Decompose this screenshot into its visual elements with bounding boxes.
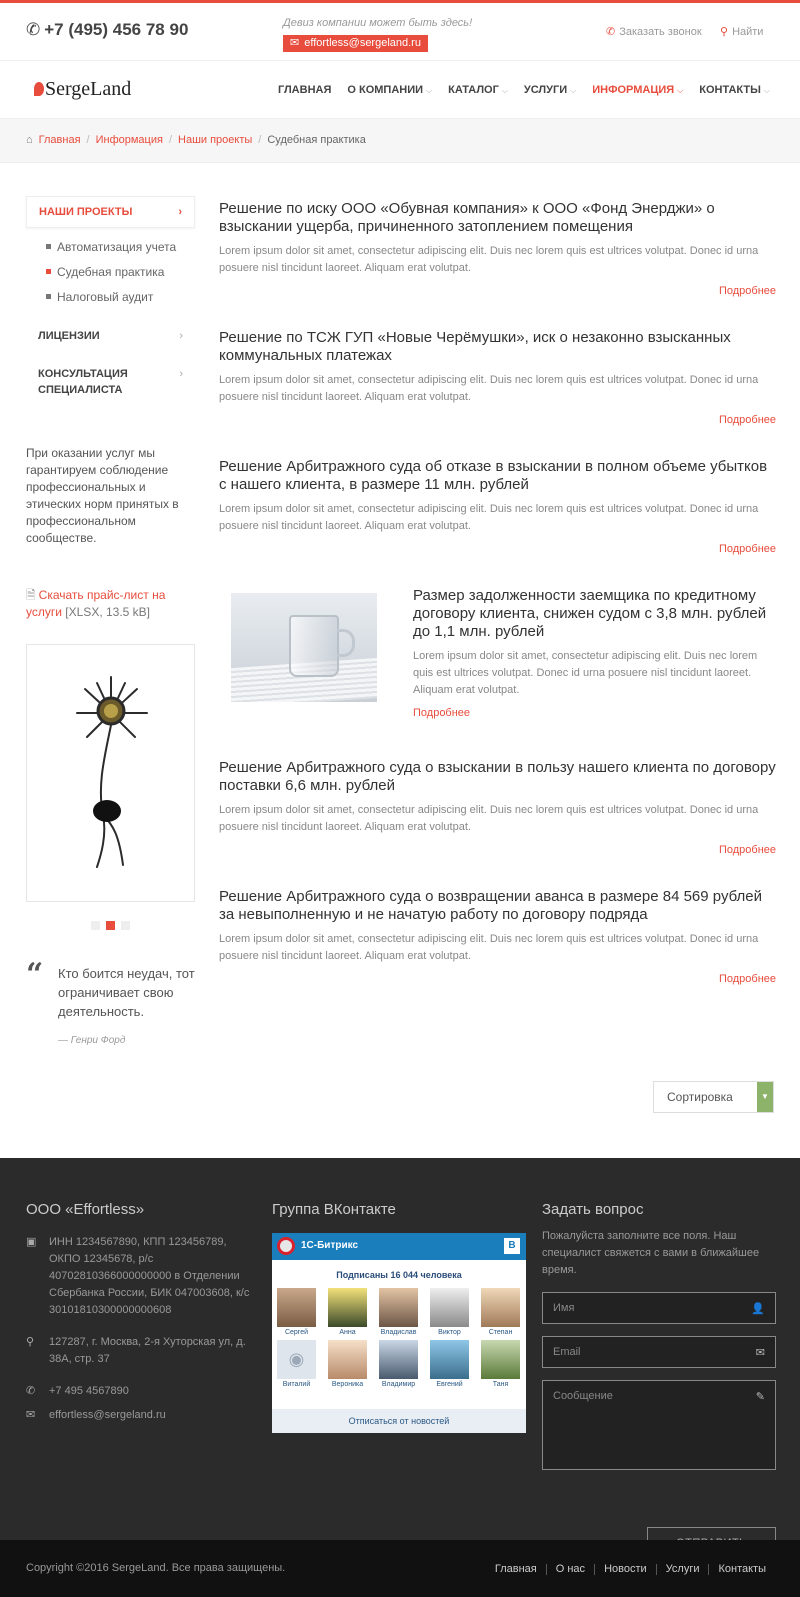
flower-lamp-image bbox=[27, 645, 194, 901]
article-title[interactable]: Размер задолженности заемщика по кредитному договору клиента, снижен судом с 3,8 млн. рублей до 1,1 млн. рублей bbox=[413, 587, 767, 640]
vk-member-name: Владимир bbox=[381, 1381, 416, 1388]
read-more-link[interactable]: Подробнее bbox=[718, 973, 776, 985]
logo-mark-icon bbox=[34, 82, 44, 96]
chevron-right-icon: › bbox=[178, 206, 182, 218]
avatar bbox=[379, 1288, 418, 1327]
price-list-download bbox=[26, 587, 195, 621]
footer-company-title: ООО «Effortless» bbox=[26, 1201, 145, 1218]
article-title[interactable]: Решение Арбитражного суда о возвращении аванса в размере 84 569 рублей за невыполненную и не начатую работу по договору подряда bbox=[219, 888, 763, 923]
quote-block bbox=[26, 957, 195, 1046]
breadcrumb-info[interactable]: Информация bbox=[95, 134, 163, 146]
document-icon: 🗎 bbox=[26, 588, 36, 602]
sidebar-item-label: КОНСУЛЬТАЦИЯ СПЕЦИАЛИСТА bbox=[38, 368, 128, 396]
avatar bbox=[328, 1340, 367, 1379]
avatar bbox=[430, 1288, 469, 1327]
header-main bbox=[0, 61, 800, 119]
breadcrumb-current: Судебная практика bbox=[267, 134, 366, 146]
article-text: Lorem ipsum dolor sit amet, consectetur adipiscing elit. Duis nec lorem quis est ultrices volutpat. Donec id urna posuere nisl tincidunt laoreet. Aliquam erat volutpat. bbox=[219, 804, 759, 833]
vk-member[interactable] bbox=[277, 1288, 316, 1336]
read-more-link[interactable]: Подробнее bbox=[718, 543, 776, 555]
phone-icon: ✆ bbox=[606, 26, 616, 38]
chevron-right-icon: › bbox=[179, 368, 183, 380]
image-slider[interactable] bbox=[26, 644, 195, 902]
avatar bbox=[481, 1340, 520, 1379]
price-list-meta: [XLSX, 13.5 kB] bbox=[65, 605, 151, 619]
price-list-link[interactable]: Скачать прайс-лист на услуги bbox=[26, 588, 166, 619]
vk-widget bbox=[272, 1233, 526, 1433]
avatar bbox=[481, 1288, 520, 1327]
nav-item-info[interactable] bbox=[592, 84, 683, 96]
vk-member-name: Евгений bbox=[436, 1381, 463, 1388]
envelope-icon: ✉ bbox=[290, 37, 300, 49]
sidebar-item-projects[interactable] bbox=[26, 196, 195, 228]
article-title[interactable]: Решение по ТСЖ ГУП «Новые Черёмушки», иск о незаконно взысканных коммунальных платежах bbox=[219, 329, 731, 364]
chevron-down-icon: ⌵ bbox=[501, 86, 508, 95]
list-item bbox=[219, 888, 776, 985]
bottom-link-home[interactable]: Главная bbox=[494, 1563, 537, 1575]
article-text: Lorem ipsum dolor sit amet, consectetur adipiscing elit. Duis nec lorem quis est ultrices volutpat. Donec id urna posuere nisl tincidunt laoreet. Aliquam erat volutpat. bbox=[219, 374, 759, 403]
vk-group-name: 1С-Битрикс bbox=[301, 1240, 359, 1251]
sidebar-item-consultation[interactable] bbox=[26, 357, 195, 407]
vk-member-name: Степан bbox=[488, 1329, 513, 1336]
user-icon: 👤 bbox=[751, 1303, 765, 1315]
footer-requisites bbox=[26, 1234, 258, 1319]
sidebar-subitem-court-practice[interactable] bbox=[46, 263, 195, 288]
vk-subscribers: Подписаны 16 044 человека bbox=[336, 1270, 462, 1280]
quote-icon: “ bbox=[26, 957, 44, 992]
header-email-link[interactable] bbox=[283, 35, 428, 52]
slider-pagination bbox=[26, 921, 195, 930]
envelope-icon: ✉ bbox=[755, 1347, 765, 1359]
quote-text: Кто боится неудач, тот ограничивает свою деятельность. bbox=[58, 966, 195, 1019]
email-text: effortless@sergeland.ru bbox=[49, 1409, 166, 1421]
vk-unsubscribe-link[interactable]: Отписаться от новостей bbox=[272, 1409, 526, 1433]
bullet-icon bbox=[46, 294, 51, 299]
sidebar-subitem-label: Судебная практика bbox=[57, 265, 165, 279]
vk-logo-icon: B bbox=[504, 1238, 520, 1254]
bottom-link-about[interactable]: О нас bbox=[546, 1564, 594, 1575]
search-icon: ⚲ bbox=[720, 26, 729, 38]
read-more-link[interactable]: Подробнее bbox=[718, 844, 776, 856]
cup-handle-shape bbox=[337, 629, 355, 657]
vk-widget-header[interactable] bbox=[272, 1233, 526, 1260]
bottom-nav bbox=[486, 1564, 766, 1575]
vk-members-grid bbox=[277, 1288, 526, 1388]
phone-text: +7 495 4567890 bbox=[49, 1385, 129, 1397]
footer-question-intro: Пожалуйста заполните все поля. Наш специалист свяжется с вами в ближайшее время. bbox=[542, 1230, 760, 1276]
nav-item-about[interactable] bbox=[347, 84, 432, 96]
logo-text: SergeLand bbox=[45, 78, 132, 100]
vk-member-name: Виталий bbox=[282, 1381, 311, 1388]
map-marker-icon: ⚲ bbox=[26, 1336, 35, 1348]
nav-item-contacts[interactable] bbox=[699, 84, 770, 96]
vk-member[interactable] bbox=[379, 1288, 418, 1336]
nav-label: УСЛУГИ bbox=[523, 84, 568, 96]
vk-member-name: Вероника bbox=[331, 1381, 364, 1388]
breadcrumb bbox=[0, 119, 800, 163]
header-top bbox=[0, 3, 800, 61]
slider-dot[interactable] bbox=[121, 921, 130, 930]
article-thumbnail[interactable] bbox=[231, 593, 377, 702]
list-item bbox=[219, 329, 776, 426]
sidebar-item-label: ЛИЦЕНЗИИ bbox=[38, 330, 100, 342]
main-nav bbox=[278, 84, 770, 96]
footer-question-title: Задать вопрос bbox=[542, 1201, 644, 1218]
footer-email[interactable] bbox=[26, 1407, 258, 1424]
article-text: Lorem ipsum dolor sit amet, consectetur adipiscing elit. Duis nec lorem quis est ultrices volutpat. Donec id urna posuere nisl tincidunt laoreet. Aliquam erat volutpat. bbox=[219, 245, 759, 274]
vk-member[interactable] bbox=[328, 1340, 367, 1388]
read-more-link[interactable]: Подробнее bbox=[718, 414, 776, 426]
name-field[interactable] bbox=[542, 1292, 776, 1324]
home-icon[interactable]: ⌂ bbox=[26, 134, 33, 146]
nav-label: ИНФОРМАЦИЯ bbox=[592, 84, 675, 96]
chevron-down-icon: ⌵ bbox=[570, 86, 577, 95]
logo[interactable] bbox=[34, 78, 131, 101]
camera-icon: ◉ bbox=[277, 1340, 316, 1379]
footer-vk bbox=[272, 1201, 526, 1433]
read-more-link[interactable]: Подробнее bbox=[718, 285, 776, 297]
header-phone[interactable] bbox=[26, 20, 188, 40]
article-text: Lorem ipsum dolor sit amet, consectetur adipiscing elit. Duis nec lorem quis est ultrices volutpat. Donec id urna posuere nisl tincidunt laoreet. Aliquam erat volutpat. bbox=[413, 650, 758, 696]
email-text: effortless@sergeland.ru bbox=[304, 37, 421, 49]
sidebar bbox=[26, 196, 195, 1046]
breadcrumb-separator: / bbox=[258, 134, 262, 146]
bottom-bar bbox=[0, 1540, 800, 1597]
phone-number: +7 (495) 456 78 90 bbox=[44, 20, 189, 39]
bottom-link-services[interactable]: Услуги bbox=[656, 1564, 709, 1575]
sort-select[interactable] bbox=[653, 1081, 774, 1113]
bitrix-logo-icon bbox=[277, 1237, 295, 1255]
bullet-icon bbox=[46, 244, 51, 249]
sidebar-subitem-tax-audit[interactable] bbox=[46, 288, 195, 313]
vk-member-name: Виктор bbox=[438, 1329, 461, 1336]
sort-label: Сортировка bbox=[667, 1090, 733, 1104]
email-placeholder: Email bbox=[553, 1346, 581, 1358]
footer-question-form bbox=[542, 1201, 776, 1470]
vk-member-name: Сергей bbox=[284, 1329, 309, 1336]
vk-member-name: Таня bbox=[492, 1381, 509, 1388]
slider-dot-active[interactable] bbox=[106, 921, 115, 930]
article-title[interactable]: Решение по иску ООО «Обувная компания» к ООО «Фонд Энерджи» о взыскании ущерба, причиненного затоплением помещения bbox=[219, 200, 715, 235]
breadcrumb-separator: / bbox=[168, 134, 173, 146]
footer-vk-title: Группа ВКонтакте bbox=[272, 1201, 396, 1218]
vk-member[interactable] bbox=[430, 1340, 469, 1388]
sidebar-item-licenses[interactable] bbox=[26, 319, 195, 353]
chevron-right-icon: › bbox=[179, 330, 183, 342]
search-label: Найти bbox=[732, 26, 764, 38]
vk-member[interactable] bbox=[379, 1340, 418, 1388]
chevron-down-icon: ⌵ bbox=[677, 86, 684, 95]
nav-label: ГЛАВНАЯ bbox=[278, 84, 332, 96]
list-item bbox=[219, 458, 776, 555]
avatar bbox=[328, 1288, 367, 1327]
sidebar-item-label: НАШИ ПРОЕКТЫ bbox=[39, 206, 133, 218]
envelope-icon: ✉ bbox=[26, 1409, 36, 1421]
bullet-icon bbox=[46, 269, 51, 274]
company-motto: Девиз компании может быть здесь! bbox=[283, 17, 473, 29]
vk-member[interactable] bbox=[328, 1288, 367, 1336]
list-item bbox=[219, 200, 776, 297]
slider-dot[interactable] bbox=[91, 921, 100, 930]
bottom-link-news[interactable]: Новости bbox=[594, 1564, 656, 1575]
callback-label: Заказать звонок bbox=[619, 26, 702, 38]
callback-link[interactable] bbox=[606, 25, 702, 38]
breadcrumb-home[interactable]: Главная bbox=[38, 134, 81, 146]
read-more-link[interactable]: Подробнее bbox=[413, 707, 471, 719]
cup-shape bbox=[289, 615, 339, 677]
article-body bbox=[413, 587, 776, 719]
chevron-down-icon: ⌵ bbox=[426, 86, 433, 95]
vk-member[interactable] bbox=[277, 1340, 316, 1388]
avatar bbox=[277, 1288, 316, 1327]
article-text: Lorem ipsum dolor sit amet, consectetur adipiscing elit. Duis nec lorem quis est ultrices volutpat. Donec id urna posuere nisl tincidunt laoreet. Aliquam erat volutpat. bbox=[219, 503, 759, 532]
breadcrumb-projects[interactable]: Наши проекты bbox=[178, 134, 253, 146]
message-field[interactable] bbox=[542, 1380, 776, 1470]
nav-item-catalog[interactable] bbox=[448, 84, 508, 96]
footer-phone[interactable] bbox=[26, 1383, 258, 1400]
chevron-down-icon: ⌵ bbox=[763, 86, 770, 95]
vk-member-name: Анна bbox=[339, 1329, 356, 1336]
sidebar-subitem-label: Автоматизация учета bbox=[57, 240, 177, 254]
avatar bbox=[430, 1340, 469, 1379]
email-field[interactable] bbox=[542, 1336, 776, 1368]
article-text: Lorem ipsum dolor sit amet, consectetur adipiscing elit. Duis nec lorem quis est ultrices volutpat. Donec id urna posuere nisl tincidunt laoreet. Aliquam erat volutpat. bbox=[219, 933, 759, 962]
search-link[interactable] bbox=[720, 25, 763, 38]
sidebar-submenu bbox=[26, 228, 195, 319]
footer bbox=[0, 1158, 800, 1540]
vk-member[interactable] bbox=[481, 1288, 520, 1336]
list-item bbox=[219, 759, 776, 856]
list-item bbox=[219, 587, 776, 719]
nav-label: О КОМПАНИИ bbox=[347, 84, 424, 96]
vk-member[interactable] bbox=[430, 1288, 469, 1336]
nav-item-services[interactable] bbox=[524, 84, 576, 96]
nav-label: КАТАЛОГ bbox=[448, 84, 499, 96]
bottom-link-contacts[interactable]: Контакты bbox=[708, 1564, 766, 1575]
sidebar-guarantee-text: При оказании услуг мы гарантируем соблюдение профессиональных и этических норм принятых в профессиональном сообществе. bbox=[26, 446, 179, 545]
address-text: 127287, г. Москва, 2-я Хуторская ул, д. 38А, стр. 37 bbox=[49, 1336, 246, 1365]
sidebar-subitem-label: Налоговый аудит bbox=[57, 290, 154, 304]
chevron-down-icon: ▼ bbox=[757, 1082, 773, 1112]
sidebar-subitem-automation[interactable] bbox=[46, 238, 195, 263]
vk-member-name: Владислав bbox=[380, 1329, 417, 1336]
message-placeholder: Сообщение bbox=[553, 1390, 613, 1402]
footer-company bbox=[26, 1201, 258, 1424]
nav-item-home[interactable] bbox=[278, 84, 331, 96]
id-card-icon: ▣ bbox=[26, 1236, 37, 1248]
article-title[interactable]: Решение Арбитражного суда об отказе в взыскании в полном объеме убытков с нашего клиента, в размере 11 млн. рублей bbox=[219, 458, 768, 493]
requisites-text: ИНН 1234567890, КПП 123456789, ОКПО 12345678, р/с 40702810366000000000 в Отделении Сбербанка России, БИК 047003608, к/с 30101810300000000608 bbox=[49, 1236, 250, 1316]
article-title[interactable]: Решение Арбитражного суда о взыскании в пользу нашего клиента по договору поставки 6,6 млн. рублей bbox=[219, 759, 776, 794]
phone-icon: ✆ bbox=[26, 1385, 36, 1397]
pencil-icon: ✎ bbox=[755, 1391, 765, 1403]
quote-author: — Генри Форд bbox=[58, 1035, 126, 1046]
phone-icon: ✆ bbox=[26, 20, 41, 39]
footer-address bbox=[26, 1334, 258, 1368]
vk-member[interactable] bbox=[481, 1340, 520, 1388]
nav-label: КОНТАКТЫ bbox=[699, 84, 761, 96]
articles-list bbox=[219, 200, 776, 985]
name-placeholder: Имя bbox=[553, 1302, 575, 1314]
breadcrumb-separator: / bbox=[86, 134, 90, 146]
avatar bbox=[379, 1340, 418, 1379]
copyright: Copyright ©2016 SergeLand. Все права защищены. bbox=[26, 1562, 286, 1574]
